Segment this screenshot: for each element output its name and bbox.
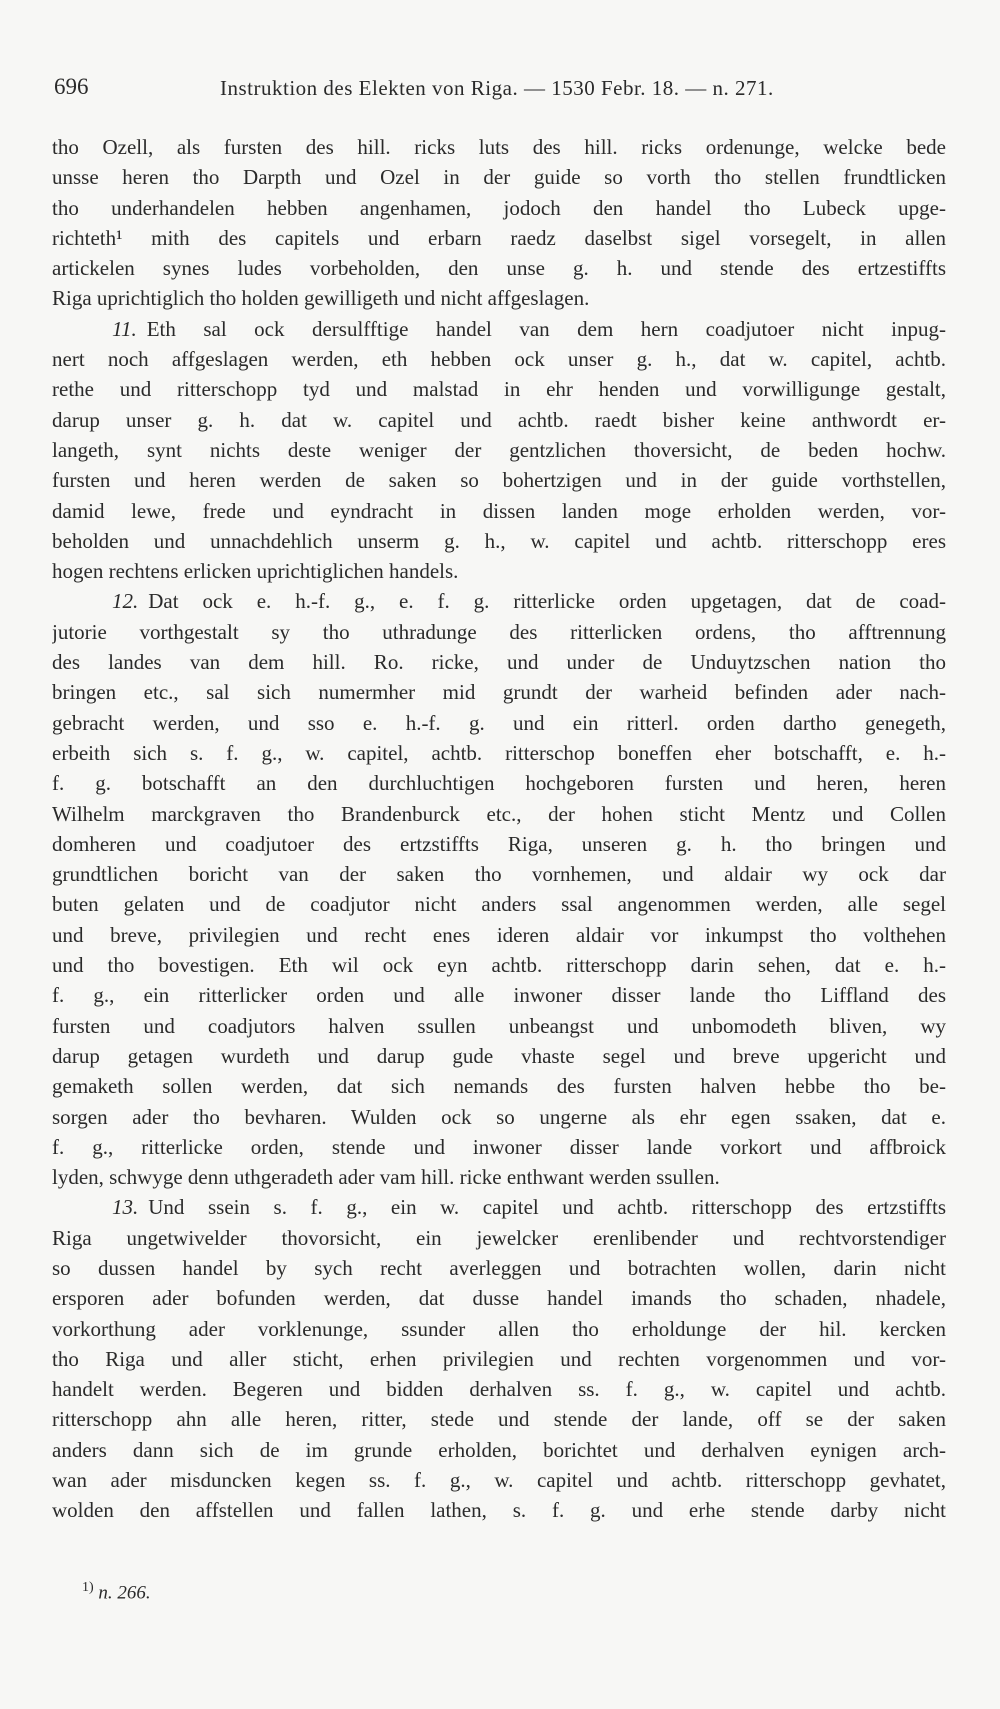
text-line: so dussen handel by sych recht averleggen und botrachten wollen, darin nicht (52, 1255, 946, 1280)
text-line: f. g., ein ritterlicker orden und alle inwoner disser lande tho Liffland des (52, 983, 946, 1008)
text-line: langeth, synt nichts deste weniger der gentzlichen thoversicht, de beden hochw. (52, 437, 946, 462)
paragraph-11-start (52, 314, 946, 344)
text-line: anders dann sich de im grunde erholden, borichtet und derhalven eynigen arch- (52, 1437, 946, 1462)
text-line: f. g. botschafft an den durchluchtigen hochgeboren fursten und heren, heren (52, 771, 946, 796)
text-line: vorkorthung ader vorklenunge, ssunder allen tho erholdunge der hil. kercken (52, 1316, 946, 1341)
text-line: ritterschopp ahn alle heren, ritter, stede und stende der lande, off se der saken (52, 1407, 946, 1432)
paragraph-number: 12. (112, 589, 139, 614)
text-line: handelt werden. Begeren und bidden derhalven ss. f. g., w. capitel und achtb. (52, 1377, 946, 1402)
paragraph-12-start (52, 586, 946, 616)
text-line: lyden, schwyge denn uthgeradeth ader vam hill. ricke enthwant werden ssullen. (52, 1165, 720, 1190)
text-line: darup getagen wurdeth und darup gude vhaste segel und breve upgericht und (52, 1043, 946, 1068)
running-head: Instruktion des Elekten von Riga. — 1530 Febr. 18. — n. 271. (220, 76, 774, 100)
text-line: des landes van dem hill. Ro. ricke, und under de Unduytzschen nation tho (52, 650, 946, 675)
text-line: fursten und heren werden de saken so bohertzigen und in der guide vorthstellen, (52, 468, 946, 493)
text-line: Und ssein s. f. g., ein w. capitel und achtb. ritterschopp des ertzstiffts (148, 1195, 946, 1220)
text-line: domheren und coadjutoer des ertzstiffts Riga, unseren g. h. tho bringen und (52, 831, 946, 856)
text-line: erbeith sich s. f. g., w. capitel, achtb. ritterschop boneffen eher botschafft, e. h.- (52, 740, 946, 765)
text-line: beholden und unnachdehlich unserm g. h., w. capitel und achtb. ritterschopp eres (52, 528, 946, 553)
page-header (54, 74, 946, 104)
text-line: Dat ock e. h.-f. g., e. f. g. ritterlicke orden upgetagen, dat de coad- (148, 589, 946, 614)
text-line: bringen etc., sal sich numermher mid grundt der warheid befinden ader nach- (52, 680, 946, 705)
text-line: rethe und ritterschopp tyd und malstad in ehr henden und vorwilligunge gestalt, (52, 377, 946, 402)
paragraph-13-start (52, 1192, 946, 1222)
footnote-mark: 1) (82, 1580, 94, 1595)
text-line: buten gelaten und de coadjutor nicht anders ssal angenommen werden, alle segel (52, 892, 946, 917)
paragraph-number: 13. (112, 1195, 139, 1220)
text-line: unsse heren tho Darpth und Ozel in der guide so vorth tho stellen frundtlicken (52, 165, 946, 190)
text-line: tho Ozell, als fursten des hill. ricks luts des hill. ricks ordenunge, welcke bede (52, 135, 946, 159)
text-line: fursten und coadjutors halven ssullen unbeangst und unbomodeth bliven, wy (52, 1013, 946, 1038)
text-line: gebracht werden, und sso e. h.-f. g. und ein ritterl. orden dartho genegeth, (52, 710, 946, 735)
text-line: und breve, privilegien und recht enes ideren aldair vor inkumpst tho volthehen (52, 922, 946, 947)
page-number: 696 (54, 74, 89, 99)
text-line: artickelen synes ludes vorbeholden, den unse g. h. und stende des ertzestiffts (52, 256, 946, 281)
text-line: und tho bovestigen. Eth wil ock eyn achtb. ritterschopp darin sehen, dat e. h.- (52, 953, 946, 978)
footnote (82, 1580, 151, 1604)
text-line: damid lewe, frede und eyndracht in dissen landen moge erholden werden, vor- (52, 498, 946, 523)
text-line: jutorie vorthgestalt sy tho uthradunge des ritterlicken ordens, tho afftrennung (52, 619, 946, 644)
text-line: ersporen ader bofunden werden, dat dusse handel imands tho schaden, nhadele, (52, 1286, 946, 1311)
text-line: sorgen ader tho bevharen. Wulden ock so ungerne als ehr egen ssaken, dat e. (52, 1104, 946, 1129)
text-line: Riga uprichtiglich tho holden gewilligeth und nicht affgeslagen. (52, 286, 590, 311)
footnote-reference: n. 266. (98, 1582, 151, 1604)
text-line: tho underhandelen hebben angenhamen, jodoch den handel tho Lubeck upge- (52, 195, 946, 220)
body-text (52, 132, 946, 1526)
text-line: darup unser g. h. dat w. capitel und achtb. raedt bisher keine anthwordt er- (52, 407, 946, 432)
text-line: wan ader misduncken kegen ss. f. g., w. capitel und achtb. ritterschopp gevhatet, (52, 1468, 946, 1493)
text-line: nert noch affgeslagen werden, eth hebben ock unser g. h., dat w. capitel, achtb. (52, 347, 946, 372)
text-line: Eth sal ock dersulfftige handel van dem hern coadjutoer nicht inpug- (146, 316, 946, 341)
text-line: grundtlichen boricht van der saken tho vornhemen, und aldair wy ock dar (52, 862, 946, 887)
paragraph-number: 11. (112, 316, 137, 341)
text-line: richteth¹ mith des capitels und erbarn raedz daselbst sigel vorsegelt, in allen (52, 225, 946, 250)
text-line: wolden den affstellen und fallen lathen, s. f. g. und erhe stende darby nicht (52, 1498, 946, 1523)
text-line: gemaketh sollen werden, dat sich nemands des fursten halven hebbe tho be- (52, 1074, 946, 1099)
text-line: tho Riga und aller sticht, erhen privilegien und rechten vorgenommen und vor- (52, 1346, 946, 1371)
text-line: Wilhelm marckgraven tho Brandenburck etc., der hohen sticht Mentz und Collen (52, 801, 946, 826)
text-line: hogen rechtens erlicken uprichtiglichen handels. (52, 559, 459, 584)
text-line: f. g., ritterlicke orden, stende und inwoner disser lande vorkort und affbroick (52, 1134, 946, 1159)
text-line: Riga ungetwivelder thovorsicht, ein jewelcker erenlibender und rechtvorstendiger (52, 1225, 946, 1250)
